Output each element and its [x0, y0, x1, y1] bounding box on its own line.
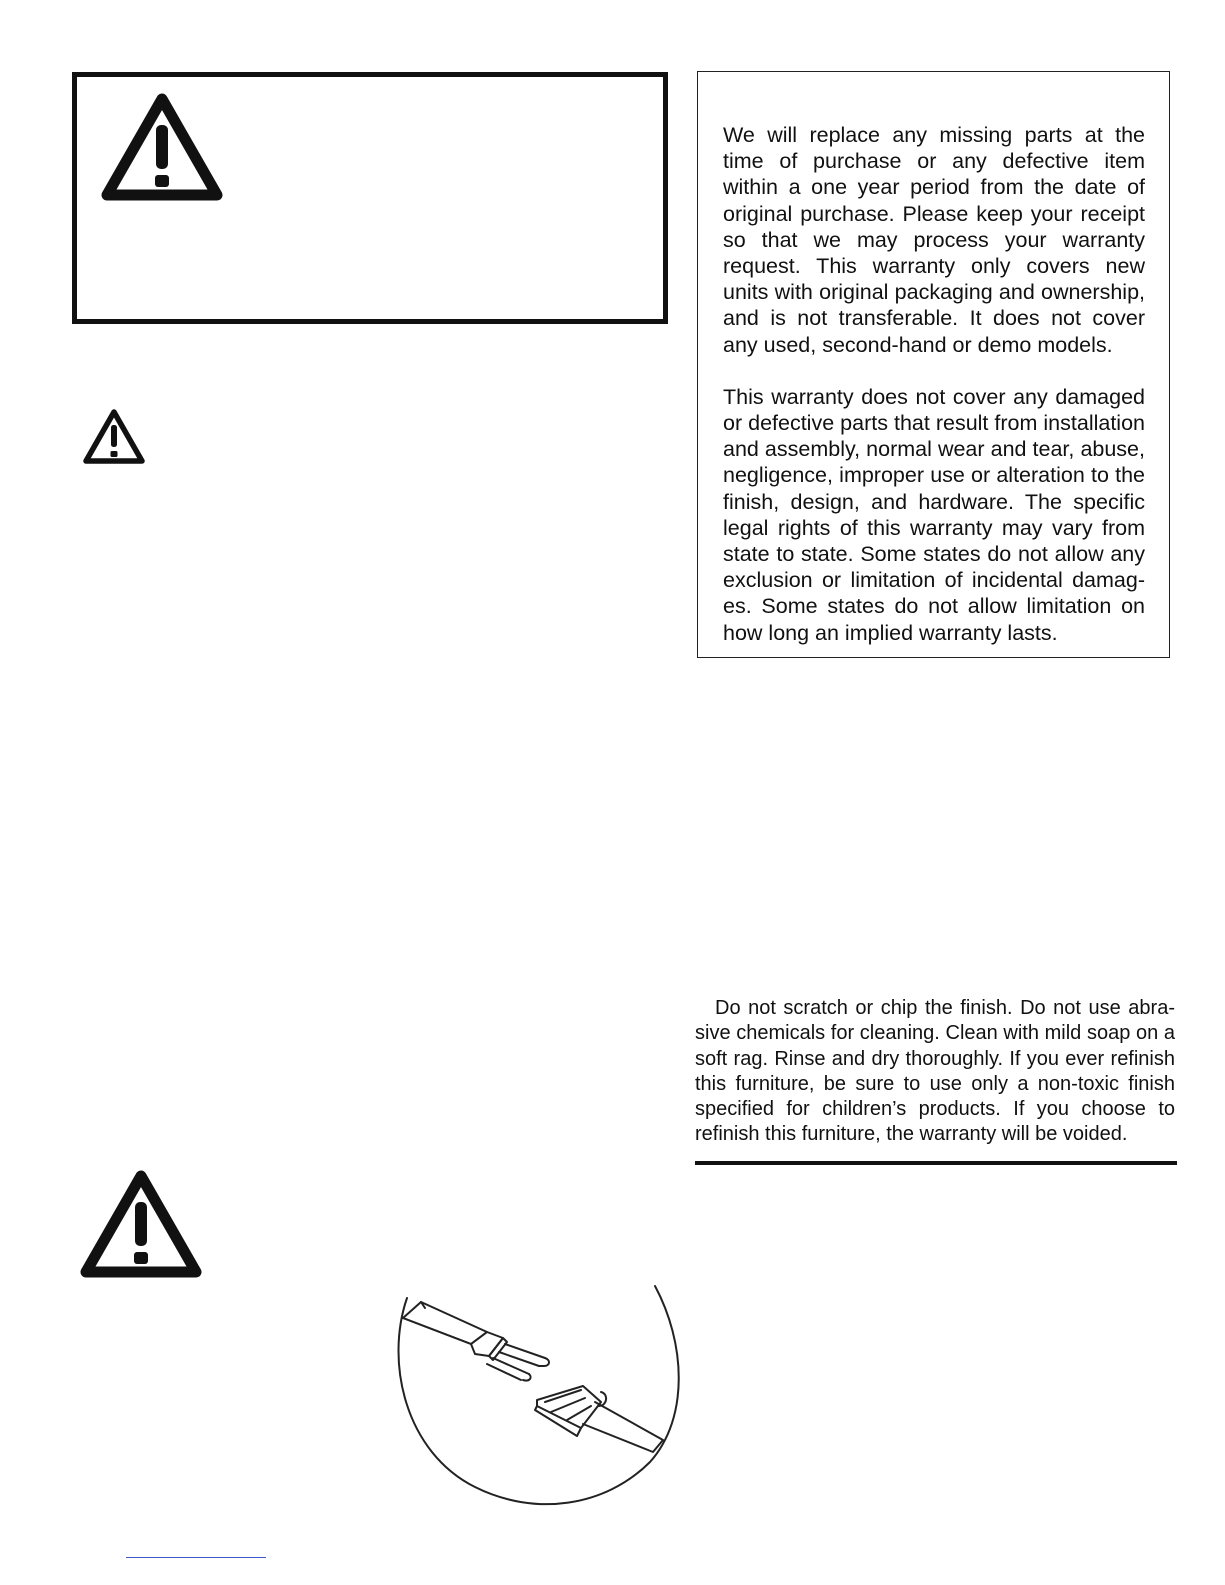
- warning-triangle-icon: [80, 1170, 202, 1280]
- warranty-paragraph-2: This warranty does not cover any damaged or defective parts that result from installation and assembly, normal wear and tear, abuse, negligence, improper use or alteration to the finish, design, and hardware. The specific legal rights of this warranty may vary from state to state. Some states do not allow any exclusion or limitation of incidental damages. Some states do not allow limitation on how long an implied warranty lasts.: [723, 384, 1145, 645]
- warning-triangle-icon: [101, 93, 223, 203]
- warranty-text: [723, 122, 1145, 646]
- strap-buckle-illustration: [395, 1282, 685, 1512]
- care-instructions: Do not scratch or chip the finish. Do not use abrasive chemicals for cleaning. Clean with mild soap on a soft rag. Rinse and dry thoroughly. If you ever refinish this furniture, be sure to use only a non-toxic finish specified for children’s products. If you choose to refinish this furniture, the warranty will be voided.: [695, 997, 1175, 1146]
- warranty-paragraph-1: We will replace any missing parts at the time of purchase or any defective item within a one year period from the date of original purchase. Please keep your receipt so that we may process your warranty request. This warranty only covers new units with original packaging and ownership, and is not transferable. It does not cover any used, second-hand or demo models.: [723, 123, 1145, 357]
- divider: [695, 1161, 1177, 1165]
- warning-triangle-icon: [82, 408, 146, 466]
- warranty-box: [697, 71, 1170, 658]
- warning-box: [72, 72, 668, 324]
- footer-link-underline[interactable]: [126, 1557, 266, 1558]
